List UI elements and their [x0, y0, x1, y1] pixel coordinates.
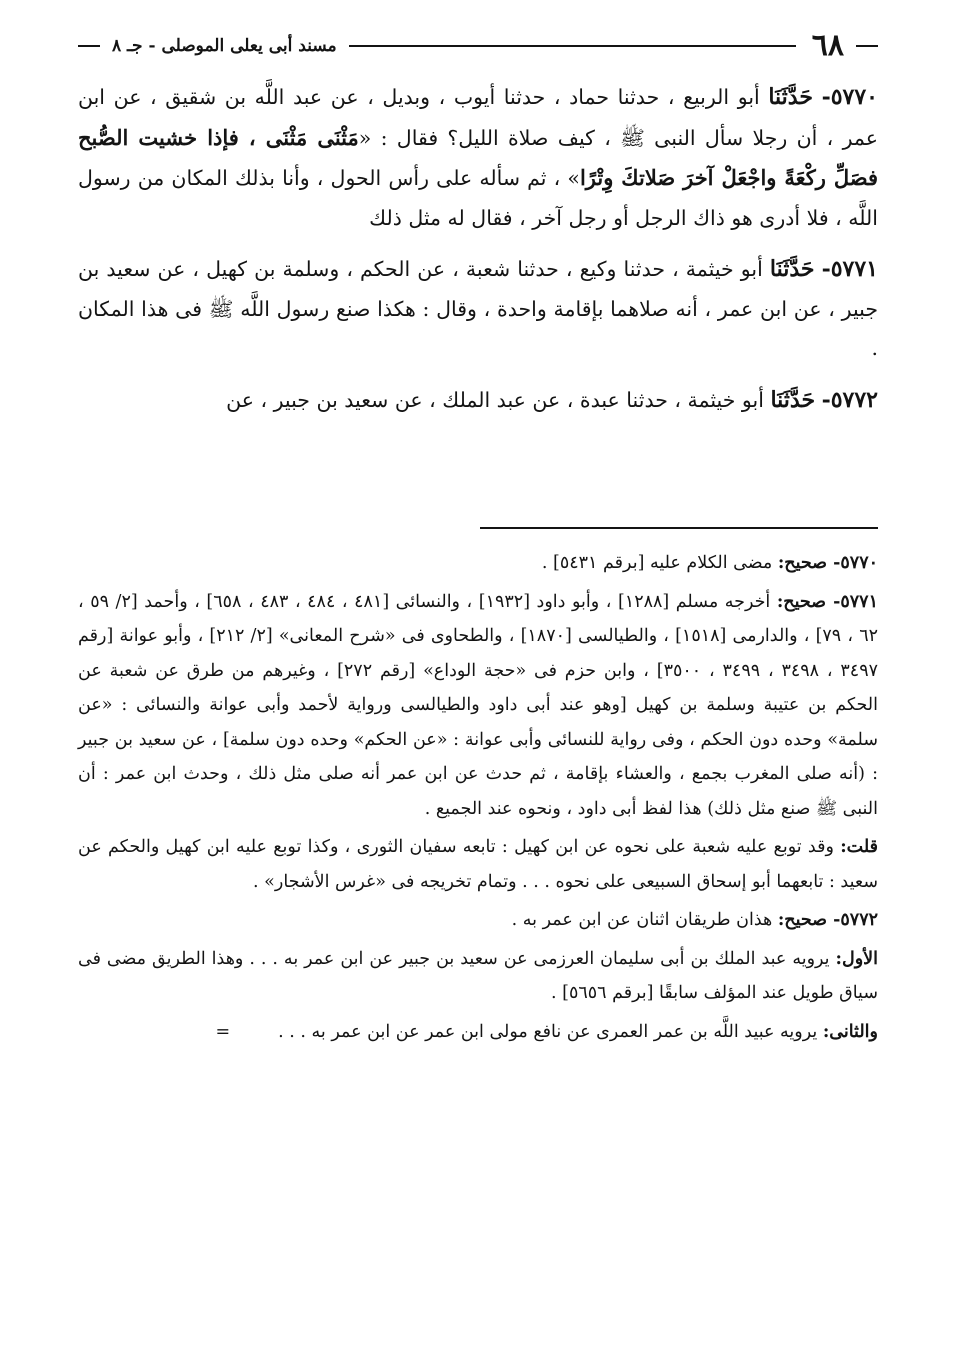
hadith-keyword: حَدَّثَنَا: [768, 84, 813, 110]
hadith-text: أبو خيثمة ، حدثنا وكيع ، حدثنا شعبة ، عن الحكم ، وسلمة بن كهيل ، عن سعيد بن جبير ، عن ابن عمر ، أنه صلاهما بإقامة واحدة ، وقال : هكذا صنع رسول اللَّه ﷺ فى هذا المكان .: [78, 257, 878, 360]
note-qultu: [78, 830, 878, 899]
hadith-text: أبو الربيع ، حدثنا حماد ، حدثنا أيوب ، وبديل ، عن عبد اللَّه بن شقيق ، عن ابن عمر ، أن رجلا سأل النبى ﷺ ، كيف صلاة الليل؟ فقال : «: [78, 85, 878, 150]
hadith-keyword: حَدَّثَنَا: [770, 386, 816, 413]
note-text: أخرجه مسلم [١٢٨٨] ، وأبو داود [١٩٣٢] ، والنسائى [٤٨١ ، ٤٨٤ ، ٤٨٣ ، ٦٥٨] ، وأحمد [٢/ ٥٩ ، ٦٢ ، ٧٩] ، والدارمى [١٥١٨] ، والطيالسى [١٨٧٠] ، والطحاوى فى «شرح المعانى» [٢/ ٢١٢] ، وأبو عوانة [رقم ٣٤٩٧ ، ٣٤٩٨ ، ٣٤٩٩ ، ٣٥٠٠] ، وابن حزم فى «حجة الوداع» [رقم ٢٧٢] ، وغيرهم من طرق عن شعبة عن الحكم بن عتيبة وسلمة بن كهيل [وهو عند أبى داود والطيالسى ورواية لأحمد وأبى عوانة والنسائى : «عن سلمة» وحده دون الحكم ، وفى رواية للنسائى وأبى عوانة : «عن الحكم» وحده دون سلمة] ، عن سعيد بن جبير : (أنه صلى المغرب بجمع ، والعشاء بإقامة ، ثم حدث عن ابن عمر أنه صلى مثل ذلك ، وحدث ابن عمر : أن النبى ﷺ صنع مثل ذلك) هذا لفظ أبى داود ، ونحوه عند الجميع .: [78, 591, 878, 819]
hadith-quote: مَثْنَى مَثْنَى ، فإذا خشيت الصُّبح فصَلِّ ركْعَةً واجْعَلْ آخرَ صَلاتكَ وِتْرًا: [78, 124, 878, 190]
hadith-5771: [78, 250, 878, 369]
note-lead: ٥٧٧٢- صحيح:: [777, 910, 878, 930]
note-lead: الأول:: [835, 948, 878, 969]
note-lead: ٥٧٧١- صحيح:: [776, 591, 878, 612]
header-dash-left: [78, 45, 100, 47]
note-5771: [78, 585, 878, 827]
note-text: يرويه عبيد اللَّه بن عمر العمرى عن نافع مولى ابن عمر عن ابن عمر به . . .: [278, 1021, 823, 1042]
note-text: مضى الكلام عليه [برقم ٥٤٣١] .: [541, 553, 778, 573]
note-second-path: [78, 1015, 878, 1050]
note-5772: [78, 903, 878, 938]
footnote-separator: [480, 527, 878, 529]
note-lead: قلت:: [840, 837, 878, 857]
note-first-path: [78, 942, 878, 1011]
footnotes: [78, 546, 878, 1053]
hadith-number: ٥٧٧٠-: [821, 84, 878, 110]
hadith-keyword: حَدَّثَنَا: [769, 256, 815, 282]
page-header: [78, 26, 878, 66]
hadith-number: ٥٧٧٢-: [821, 386, 878, 413]
hadith-5770: [78, 78, 878, 238]
continuation-mark: =: [215, 1021, 231, 1042]
hadith-5772: [78, 381, 878, 421]
note-text: يرويه عبد الملك بن أبى سليمان العرزمى عن سعيد بن جبير عن ابن عمر به . . . وهذا الطريق مضى فى سياق طويل عند المؤلف سابقًا [برقم ٥٦٥٦] .: [78, 948, 878, 1003]
header-dash-right: [856, 45, 878, 47]
page-number: ٦٨: [811, 28, 844, 63]
note-lead: ٥٧٧٠- صحيح:: [777, 553, 878, 573]
hadith-text: أبو خيثمة ، حدثنا عبدة ، عن عبد الملك ، عن سعيد بن جبير ، عن: [226, 387, 771, 412]
note-text: هذان طريقان اثنان عن ابن عمر به .: [511, 910, 778, 930]
hadith-text-end: » ، ثم سأله على رأس الحول ، وأنا بذلك المكان من رسول اللَّه ، فلا أدرى هو ذاك الرجل أو رجل آخر ، فقال له مثل ذلك: [78, 166, 878, 230]
book-title: مسند أبى يعلى الموصلى - جـ ٨: [112, 36, 337, 56]
header-rule: [349, 45, 796, 47]
hadith-number: ٥٧٧١-: [821, 256, 878, 282]
note-text: وقد توبع عليه شعبة على نحوه عن ابن كهيل : تابعه سفيان الثورى ، وكذا توبع عليه ابن كهيل والحكم عن سعيد : تابعهما أبو إسحاق السبيعى على نحوه . . . وتمام تخريجه فى «غرس الأشجار» .: [78, 837, 878, 892]
note-lead: والثانى:: [822, 1021, 878, 1042]
note-5770: [78, 546, 878, 581]
main-text: [78, 78, 878, 432]
